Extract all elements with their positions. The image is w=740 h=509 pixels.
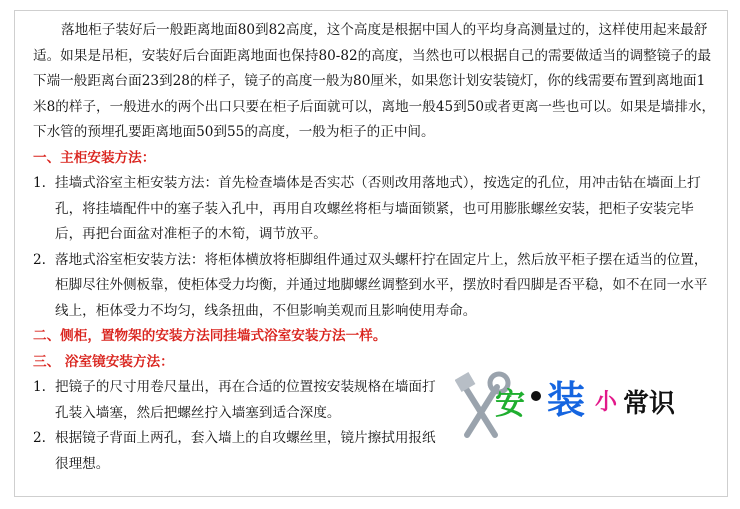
- logo-char-zhuang: 装: [547, 378, 586, 422]
- list-item-text: 根据镜子背面上两孔，套入墙上的自攻螺丝里，镜片擦拭用报纸很理想。: [55, 430, 436, 472]
- list-item: [33, 375, 445, 426]
- logo-char-changshi: 常识: [623, 389, 676, 419]
- intro-paragraph: 落地柜子装好后一般距离地面80到82高度，这个高度是根据中国人的平均身高测量过的，这样使用起来最舒适。如果是吊柜，安装好后台面距离地面也保持80-82的高度，当然也可以根据自己的需要做适当的调整镜子的最下端一般距离台面23到28的样子，镜子的高度一般为80厘米，如果您计划安装镜灯，你的线需要布置到离地面1米8的样子，一般进水的两个出口只要在柜子后面就可以，离地一般45到50或者更离一些也可以。如果是墙排水，下水管的预埋孔要距离地面50到55的高度，一般为柜子的正中间。: [33, 22, 716, 140]
- list-number: 2.: [33, 251, 46, 268]
- logo-char-an: 安: [495, 387, 525, 422]
- section-3-heading: 三、 浴室镜安装方法：: [33, 353, 174, 370]
- list-number: 2.: [33, 430, 46, 446]
- logo-dot: [531, 391, 541, 401]
- section-2-heading: 二、侧柜，置物架的安装方法同挂墙式浴室安装方法一样。: [33, 328, 387, 344]
- list-item-text: 落地式浴室柜安装方法：将柜体横放将柜脚组件通过双头螺杆拧在固定片上，然后放平柜子摆在适当的位置，柜脚尽往外侧板靠，使柜体受力均衡，并通过地脚螺丝调整到水平，摆放时看四脚是否平稳，如不在同一水平线上，柜体受力不均匀，线条扭曲，不但影响美观而且影响使用寿命。: [55, 251, 708, 319]
- list-number: 1.: [33, 379, 46, 395]
- list-item: [33, 426, 445, 477]
- logo-char-xiao: 小: [595, 390, 618, 415]
- brand-logo: [455, 365, 715, 445]
- list-item: [33, 171, 717, 248]
- section-1-heading: 一、主柜安装方法：: [33, 149, 156, 166]
- list-number: 1.: [33, 175, 46, 191]
- list-item-text: 挂墙式浴室主柜安装方法：首先检查墙体是否实芯（否则改用落地式），按选定的孔位，用冲击钻在墙面上打孔，将挂墙配件中的塞子装入孔中，再用自攻螺丝将柜与墙面锁紧，也可用膨胀螺丝安装，把柜子安装完毕后，再把台面盆对准柜子的木筍，调节放平。: [55, 175, 701, 242]
- list-item: [33, 248, 717, 325]
- list-item-text: 把镜子的尺寸用卷尺量出，再在合适的位置按安装规格在墙面打孔装入墙塞，然后把螺丝拧入墙塞到适合深度。: [55, 379, 436, 421]
